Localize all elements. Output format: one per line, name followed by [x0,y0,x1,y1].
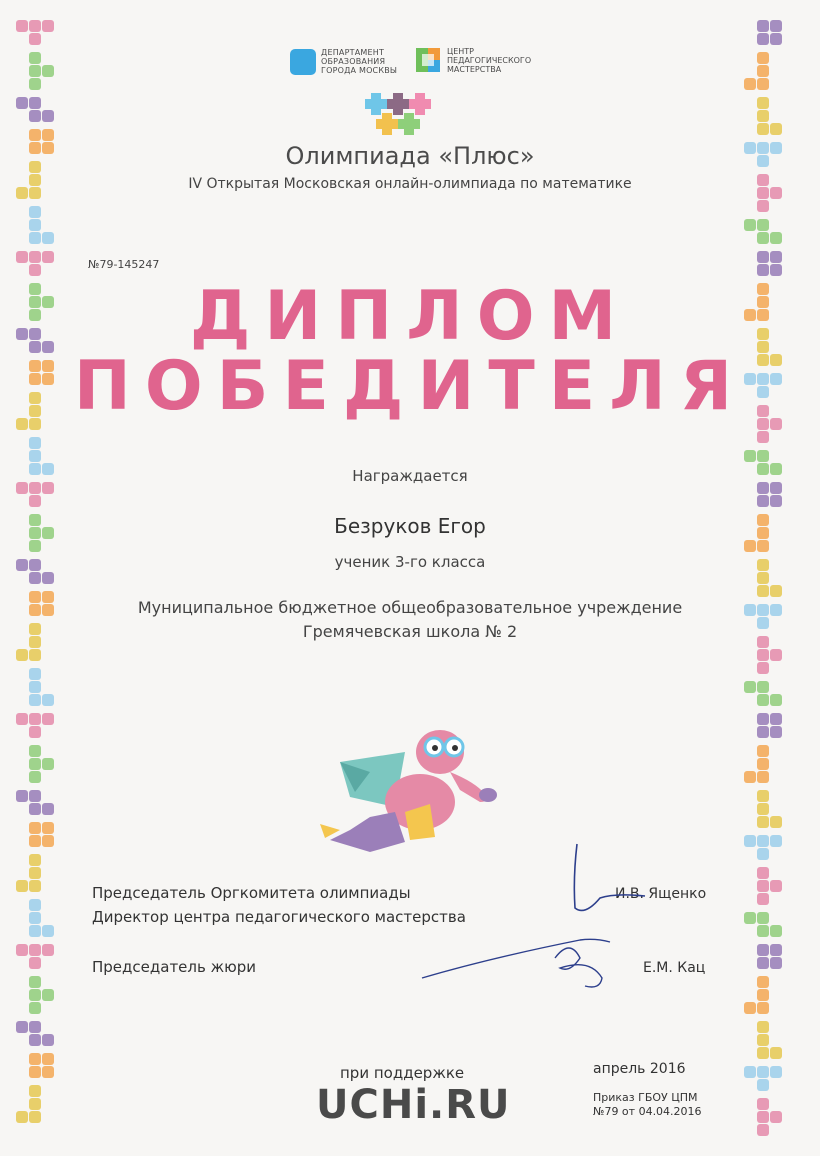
center-logo [414,46,531,74]
issue-date: апрель 2016 [593,1061,686,1077]
tetris-block [29,726,41,738]
tetris-block [757,976,769,988]
tetris-block [42,944,54,956]
tetris-block [29,264,41,276]
tetris-block [29,1002,41,1014]
tetris-block [29,65,41,77]
tetris-block [29,219,41,231]
tetris-block [29,97,41,109]
tetris-block [770,123,782,135]
tetris-block [757,1098,769,1110]
tetris-block [29,649,41,661]
tetris-block [29,925,41,937]
tetris-block [757,219,769,231]
tetris-block [29,437,41,449]
tetris-block [757,52,769,64]
tetris-block [757,97,769,109]
tetris-block [770,232,782,244]
tetris-block [757,816,769,828]
tetris-block [757,944,769,956]
signature-kats [420,928,630,1000]
tetris-block [757,1111,769,1123]
diploma-heading-line2: ПОБЕДИТЕЛЯ [73,347,747,426]
tetris-block [29,668,41,680]
tetris-block [770,585,782,597]
tetris-block [757,1066,769,1078]
signer-kats: Е.М. Кац [643,960,706,976]
tetris-block [757,912,769,924]
tetris-block [29,1066,41,1078]
tetris-block [757,1079,769,1091]
tetris-block [757,572,769,584]
tetris-block [757,880,769,892]
tetris-block [757,835,769,847]
tetris-block [757,20,769,32]
recipient-name: Безруков Егор [334,514,486,538]
tetris-block [29,681,41,693]
tetris-block [757,649,769,661]
tetris-block [770,816,782,828]
center-logo-text: ЦЕНТР ПЕДАГОГИЧЕСКОГО МАСТЕРСТВА [447,46,532,74]
tetris-block [757,867,769,879]
tetris-block [757,925,769,937]
tetris-block [29,1098,41,1110]
tetris-block [770,251,782,263]
tetris-block [42,251,54,263]
tetris-block [757,264,769,276]
department-logo [290,48,397,75]
tetris-block [757,803,769,815]
tetris-block [29,540,41,552]
tetris-block [744,78,756,90]
tetris-block [29,251,41,263]
tetris-block [757,251,769,263]
tetris-block [757,713,769,725]
tetris-block [42,822,54,834]
tetris-block [770,694,782,706]
tetris-block [42,1066,54,1078]
tetris-block [29,495,41,507]
tetris-block [29,33,41,45]
tetris-block [29,790,41,802]
center-cube-icon [414,46,442,74]
tetris-block [757,957,769,969]
tetris-block [757,681,769,693]
tetris-block [42,713,54,725]
tetris-block [16,713,28,725]
tetris-block [757,540,769,552]
tetris-block [29,52,41,64]
tetris-block [770,713,782,725]
tetris-block [770,1047,782,1059]
tetris-block [770,726,782,738]
tetris-block [42,572,54,584]
tetris-block [744,1066,756,1078]
tetris-block [770,1111,782,1123]
director-label: Директор центра педагогического мастерства [92,908,466,926]
tetris-block [29,758,41,770]
tetris-block [42,232,54,244]
tetris-block [757,771,769,783]
tetris-block [757,726,769,738]
tetris-block [29,880,41,892]
tetris-block [42,835,54,847]
tetris-block [757,1021,769,1033]
tetris-block [16,1021,28,1033]
tetris-block [29,835,41,847]
tetris-block [744,771,756,783]
tetris-block [744,1002,756,1014]
tetris-block [770,835,782,847]
tetris-block [757,745,769,757]
tetris-block [29,78,41,90]
olympiad-plus-logo [362,92,458,142]
tetris-block [29,1053,41,1065]
tetris-block [16,944,28,956]
tetris-block [757,431,769,443]
tetris-block [29,1021,41,1033]
tetris-block [757,200,769,212]
tetris-block [29,1085,41,1097]
signer-yashchenko: И.В. Ященко [615,886,707,902]
tetris-block [757,790,769,802]
tetris-block [42,129,54,141]
tetris-block [757,495,769,507]
diploma-number: №79-145247 [88,258,160,271]
tetris-block [744,540,756,552]
tetris-block [29,232,41,244]
tetris-block [29,976,41,988]
tetris-block [29,771,41,783]
tetris-block [29,989,41,1001]
tetris-block [42,803,54,815]
tetris-block [770,957,782,969]
plus-sign-icon [387,93,409,115]
tetris-block [29,694,41,706]
tetris-block [757,450,769,462]
department-emblem-icon [290,49,316,75]
tetris-block [42,1034,54,1046]
tetris-block [29,745,41,757]
tetris-block [770,264,782,276]
tetris-block [16,251,28,263]
tetris-block [42,20,54,32]
tetris-block [42,1053,54,1065]
tetris-block [744,835,756,847]
chairman-organizing-committee-label: Председатель Оргкомитета олимпиады [92,884,411,902]
tetris-block [757,33,769,45]
tetris-block [42,694,54,706]
support-label: при поддержке [340,1064,465,1082]
tetris-block [16,790,28,802]
tetris-block [42,758,54,770]
olympiad-title: Олимпиада «Плюс» [285,142,535,170]
tetris-block [29,822,41,834]
tetris-block [757,848,769,860]
tetris-block [29,854,41,866]
tetris-block [770,944,782,956]
tetris-block [29,572,41,584]
tetris-block [29,1111,41,1123]
tetris-block [757,989,769,1001]
dragon-mascot-illustration [310,712,510,862]
tetris-block [29,20,41,32]
tetris-block [770,20,782,32]
tetris-block [29,867,41,879]
tetris-block [16,20,28,32]
tetris-block [744,450,756,462]
tetris-block [757,1124,769,1136]
olympiad-subtitle: IV Открытая Московская онлайн-олимпиада по математике [188,176,632,192]
department-logo-text: ДЕПАРТАМЕНТ ОБРАЗОВАНИЯ ГОРОДА МОСКВЫ [321,48,398,75]
tetris-block [29,450,41,462]
tetris-block [770,1066,782,1078]
tetris-block [29,957,41,969]
tetris-block [757,123,769,135]
tetris-block [757,1034,769,1046]
diploma-heading-line1: ДИПЛОМ [189,277,631,356]
tetris-block [770,495,782,507]
tetris-block [770,880,782,892]
tetris-block [757,65,769,77]
tetris-block [42,925,54,937]
tetris-block [757,662,769,674]
tetris-block [29,912,41,924]
tetris-block [757,110,769,122]
school-name-line1: Муниципальное бюджетное общеобразовательное учреждение [137,598,683,617]
tetris-block [16,1111,28,1123]
signature-yashchenko [545,838,655,928]
tetris-block [29,713,41,725]
tetris-block [29,129,41,141]
recipient-grade: ученик 3-го класса [334,553,486,571]
order-reference: Приказ ГБОУ ЦПМ №79 от 04.04.2016 [593,1091,702,1118]
tetris-block [744,219,756,231]
tetris-block [29,899,41,911]
tetris-block [770,33,782,45]
tetris-block [770,925,782,937]
tetris-block [757,758,769,770]
tetris-block [757,585,769,597]
tetris-block [29,803,41,815]
awarded-label: Награждается [352,467,468,485]
plus-sign-icon [409,93,431,115]
tetris-block [757,78,769,90]
jury-chairman-label: Председатель жюри [92,958,257,976]
plus-sign-icon [376,113,398,135]
tetris-block [757,893,769,905]
tetris-block [29,206,41,218]
tetris-block [744,912,756,924]
tetris-block [757,1002,769,1014]
tetris-block [757,232,769,244]
school-name-line2: Гремячевская школа № 2 [302,622,518,641]
tetris-block [29,110,41,122]
header-logos [290,44,550,84]
tetris-block [16,880,28,892]
tetris-block [744,681,756,693]
plus-sign-icon [365,93,387,115]
uchi-ru-logo: UCHi.RU [316,1082,511,1128]
tetris-block [42,65,54,77]
tetris-block [757,694,769,706]
tetris-block [42,110,54,122]
tetris-block [770,649,782,661]
tetris-block [16,649,28,661]
tetris-block [29,944,41,956]
tetris-block [42,989,54,1001]
tetris-block [29,1034,41,1046]
plus-sign-icon [398,113,420,135]
tetris-block [16,97,28,109]
tetris-block [757,1047,769,1059]
